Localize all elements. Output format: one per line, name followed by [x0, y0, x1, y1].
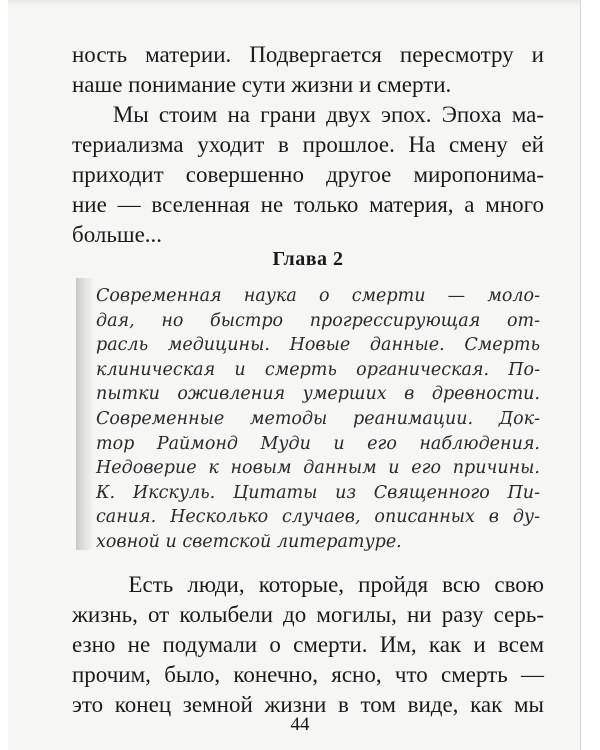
paragraph-epochs: [72, 100, 544, 250]
summary-line: Современные методы реанимации. Док-: [96, 408, 540, 429]
text-line: жизнь, от колыбели до могилы, ни разу серь-: [72, 602, 544, 627]
summary-line: клиническая и смерть органическая. По-: [96, 359, 540, 380]
summary-line: дая, но быстро прогрессирующая от-: [96, 310, 540, 331]
text-line: Мы стоим на грани двух эпох. Эпоха ма-: [72, 102, 544, 127]
page-number: 44: [290, 714, 310, 735]
summary-line: пытки оживления умерших в древности.: [96, 384, 540, 405]
paragraph-continuation: [72, 40, 544, 100]
chapter-summary: [96, 284, 540, 555]
text-line: ние — вселенная не только материя, а много: [72, 192, 544, 217]
text-line: езно не подумали о смерти. Им, как и всем: [72, 632, 544, 657]
summary-line: Современная наука о смерти — моло-: [96, 286, 540, 306]
bottom-text-block: [72, 570, 544, 720]
summary-line: расль медицины. Новые данные. Смерть: [96, 335, 540, 356]
chapter-summary-box: [76, 278, 546, 550]
text-line: это конец земной жизни в том виде, как мы: [72, 692, 544, 717]
summary-line: тор Раймонд Муди и его наблюдения.: [96, 433, 540, 454]
text-line: териализма уходит в прошлое. На смену ей: [72, 132, 544, 157]
summary-line: сания. Несколько случаев, описанных в ду-: [96, 507, 540, 528]
text-line: Есть люди, которые, пройдя всю свою: [72, 572, 544, 597]
page-top-shadow: [8, 0, 580, 6]
text-line: больше...: [72, 222, 163, 247]
summary-line: ховной и светской литературе.: [96, 531, 402, 552]
text-line: ность материи. Подвергается пересмотру и: [72, 42, 544, 67]
text-line: наше понимание сути жизни и смерти.: [72, 72, 452, 97]
chapter-heading: Глава 2: [272, 248, 344, 270]
paragraph-people: [72, 570, 544, 720]
summary-line: К. Икскуль. Цитаты из Священного Пи-: [96, 482, 540, 503]
top-text-block: [72, 40, 544, 250]
text-line: приходит совершенно другое миропонима-: [72, 162, 544, 187]
summary-line: Недоверие к новым данным и его причины.: [96, 458, 540, 479]
text-line: прочим, было, конечно, ясно, что смерть —: [72, 662, 544, 687]
